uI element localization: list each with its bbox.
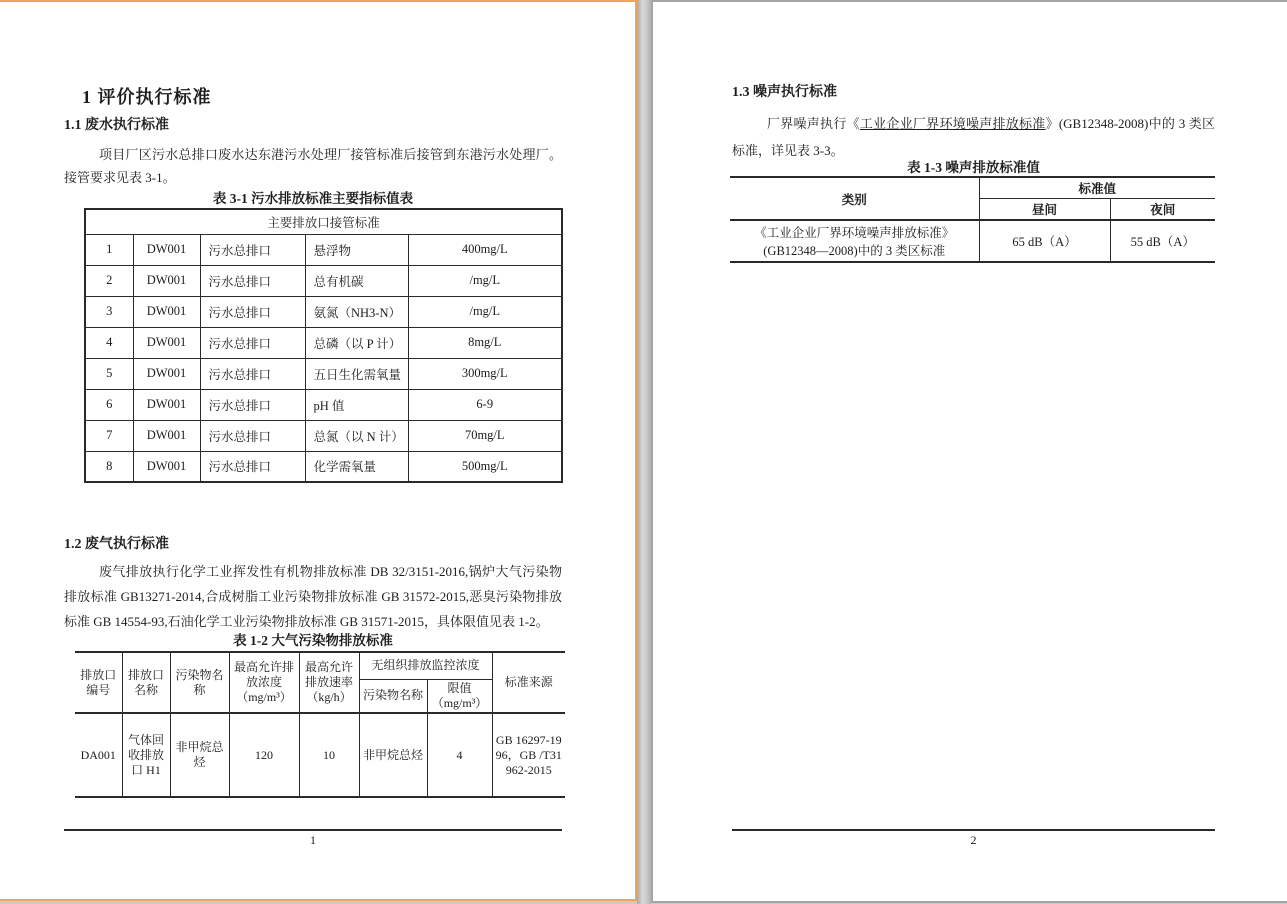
header-cell: 标准值 (979, 177, 1215, 199)
table-row (85, 265, 562, 296)
page-number: 2 (970, 833, 977, 847)
header-cell: 标准来源 (492, 652, 565, 713)
table-cell: DW001 (133, 358, 200, 389)
table-cell: 2 (85, 265, 133, 296)
table-cell: GB 16297-1996，GB /T31962-2015 (492, 713, 565, 797)
table-cell: 总有机碳 (305, 265, 408, 296)
section-1-3-paragraph (732, 110, 1215, 164)
category-line: 《工业企业厂界环境噪声排放标准》 (754, 226, 955, 240)
table-row (85, 389, 562, 420)
table-row (85, 327, 562, 358)
page-gap (637, 0, 651, 904)
header-cell: 最高允许排放速率（kg/h） (299, 652, 359, 713)
table-cell: 污水总排口 (200, 265, 305, 296)
category-line: (GB12348—2008)中的 3 类区标准 (763, 244, 946, 258)
table-cell: 非甲烷总烃 (359, 713, 427, 797)
header-cell: 污染物名称 (359, 679, 427, 713)
table-cell: 120 (229, 713, 299, 797)
table-cell: 70mg/L (408, 420, 562, 451)
table-header-row (730, 177, 1215, 199)
table-cell: 污水总排口 (200, 327, 305, 358)
page-2[interactable] (651, 0, 1287, 903)
table-cell: 悬浮物 (305, 234, 408, 265)
wastewater-standards-table (84, 208, 563, 483)
table-cell: /mg/L (408, 265, 562, 296)
table-merged-header-cell: 主要排放口接管标准 (85, 209, 562, 234)
table-3-1-caption: 表 3-1 污水排放标准主要指标值表 (212, 191, 414, 206)
table-cell: 氨氮（NH3-N） (305, 296, 408, 327)
table-cell: 污水总排口 (200, 451, 305, 482)
section-1-heading: 1 评价执行标准 (82, 87, 212, 107)
table-cell: 污水总排口 (200, 389, 305, 420)
table-cell: 7 (85, 420, 133, 451)
section-1-2-heading: 1.2 废气执行标准 (64, 537, 169, 552)
header-cell: 昼间 (979, 199, 1110, 221)
section-1-2-paragraph: 废气排放执行化学工业挥发性有机物排放标准 DB 32/3151-2016,锅炉大气污染物排放标准 GB13271-2014,合成树脂工业污染物排放标准 GB 31572-2015,恶臭污染物排放标准 GB 14554-93,石油化学工业污染物排放标准 GB 31571-2015，具体限值见表 1-2。 (64, 564, 562, 629)
header-cell: 排放口编号 (75, 652, 122, 713)
header-cell: 类别 (730, 177, 979, 220)
noise-standards-table (730, 176, 1215, 263)
section-1-1-paragraph: 项目厂区污水总排口废水达东港污水处理厂接管标准后接管到东港污水处理厂。接管要求见表 3-1。 (64, 147, 562, 185)
section-1-1-heading: 1.1 废水执行标准 (64, 118, 169, 133)
table-cell: 非甲烷总烃 (170, 713, 229, 797)
underlined-standard-name: 工业企业厂界环境噪声排放标准 (859, 116, 1046, 131)
page-number: 1 (310, 833, 316, 847)
table-cell: 总氮（以 N 计） (305, 420, 408, 451)
table-cell: pH 值 (305, 389, 408, 420)
table-header-row (75, 652, 565, 679)
header-cell: 最高允许排放浓度（mg/m³） (229, 652, 299, 713)
table-cell: DW001 (133, 420, 200, 451)
section-1-3-heading: 1.3 噪声执行标准 (732, 85, 837, 100)
table-1-3-caption: 表 1-3 噪声排放标准值 (907, 160, 1040, 175)
table-cell: 6-9 (408, 389, 562, 420)
table-row (85, 296, 562, 327)
table-cell: 4 (427, 713, 492, 797)
table-cell: 300mg/L (408, 358, 562, 389)
page-1-footer (64, 829, 562, 848)
header-cell: 限值（mg/m³） (427, 679, 492, 713)
table-cell: 污水总排口 (200, 234, 305, 265)
table-cell: 总磷（以 P 计） (305, 327, 408, 358)
table-cell: 400mg/L (408, 234, 562, 265)
page-2-content (732, 2, 1215, 263)
table-row (85, 234, 562, 265)
table-row (730, 220, 1215, 262)
table-cell: 污水总排口 (200, 296, 305, 327)
paragraph-text: 厂界噪声执行《 (767, 116, 860, 131)
table-1-2-caption: 表 1-2 大气污染物排放标准 (233, 633, 393, 648)
footer-rule (64, 829, 562, 831)
table-cell: 污水总排口 (200, 420, 305, 451)
table-cell: DW001 (133, 265, 200, 296)
table-cell: DW001 (133, 327, 200, 358)
table-cell: DW001 (133, 296, 200, 327)
table-cell: 5 (85, 358, 133, 389)
header-cell: 排放口名称 (122, 652, 170, 713)
header-cell: 污染物名称 (170, 652, 229, 713)
header-cell: 夜间 (1110, 199, 1215, 221)
table-cell: 8 (85, 451, 133, 482)
table-row (85, 209, 562, 234)
table-cell: 10 (299, 713, 359, 797)
page-2-footer (732, 829, 1215, 848)
page-1-content (64, 2, 562, 798)
table-cell: 6 (85, 389, 133, 420)
table-cell: 8mg/L (408, 327, 562, 358)
table-cell: 4 (85, 327, 133, 358)
table-cell: 500mg/L (408, 451, 562, 482)
table-cell: DW001 (133, 389, 200, 420)
table-cell: 化学需氧量 (305, 451, 408, 482)
table-cell: 55 dB（A） (1110, 220, 1215, 262)
page-1[interactable] (0, 0, 637, 901)
header-cell: 无组织排放监控浓度 (359, 652, 492, 679)
table-row (85, 451, 562, 482)
table-cell: /mg/L (408, 296, 562, 327)
table-cell: 气体回收排放口 H1 (122, 713, 170, 797)
table-row (85, 420, 562, 451)
table-cell: DW001 (133, 451, 200, 482)
table-cell: 1 (85, 234, 133, 265)
table-row (75, 713, 565, 797)
air-pollutant-standards-table (75, 651, 565, 798)
table-cell: 65 dB（A） (979, 220, 1110, 262)
table-cell: 污水总排口 (200, 358, 305, 389)
table-cell: 五日生化需氧量 (305, 358, 408, 389)
table-cell (730, 220, 979, 262)
table-row (85, 358, 562, 389)
table-cell: 3 (85, 296, 133, 327)
table-cell: DW001 (133, 234, 200, 265)
paragraph-text: 》(GB12348-2008)中的 3 类区标准，详见表 3-3。 (732, 116, 1215, 158)
table-cell: DA001 (75, 713, 122, 797)
footer-rule (732, 829, 1215, 831)
